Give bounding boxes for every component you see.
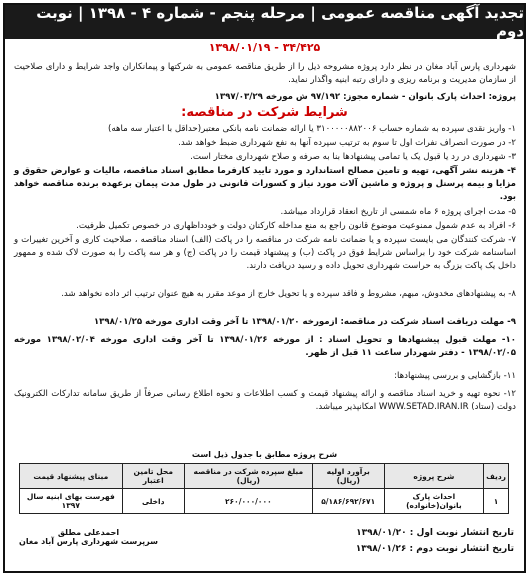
ad-frame (3, 3, 526, 573)
item-1: ۱- واریز نقدی سپرده به شماره حساب ۳۱۰۰۰۰۰۸۸۲۰۰۶ یا ارائه ضمانت نامه بانکی معتبر(حداقل با اعتبار سه ماهه) (107, 124, 516, 134)
item-8: ۸- به پیشنهادهای مخدوش، مبهم، مشروط و فاقد سپرده و یا تحویل خارج از موعد مقرر به هیچ عنوان ترتیب اثر داده نخواهد شد. (61, 289, 516, 299)
col-deposit: مبلغ سپرده شرکت در مناقصه (ریال) (184, 464, 312, 489)
table-row (20, 489, 509, 514)
item-4: ۴- هزینه نشر آگهی، تهیه و تامین مصالح استاندارد و مورد تایید کارفرما مطابق اسناد مناقصه، مالیات و عوارض حقوق و مزایا و بیمه پرسنل و پروژه و ماشین آلات مورد نیاز و کسورات قانونی در طول مدت پیمان برعهده برنده مناقصه خواهد بود. (14, 166, 516, 202)
signature-name: احمدعلی مطلق (57, 528, 120, 537)
cell-price-basis: فهرست بهای ابنیه سال ۱۳۹۷ (20, 489, 123, 514)
cell-funding: داخلی (122, 489, 184, 514)
item-3: ۳- شهرداری در رد یا قبول یک یا تمامی پیشنهادها بنا به صرفه و صلاح شهرداری مختار است. (190, 152, 516, 162)
item-5: ۵- مدت اجرای پروژه ۶ ماه شمسی از تاریخ انعقاد قرارداد میباشد. (280, 207, 516, 217)
col-project: شرح پروژه (384, 464, 483, 489)
item-6: ۶- افراد به عدم شمول ممنوعیت موضوع قانون راجع به منع مداخله کارکنان دولت و خودداظهاری در خصوص تکمیل ظرفیت. (76, 221, 516, 231)
item-11: ۱۱- بازگشایی و بررسی پیشنهادها: (394, 371, 516, 381)
col-estimate: برآورد اولیه (ریال) (312, 464, 384, 489)
ad-title: تجدید آگهی مناقصه عمومی | مرحله پنجم - شماره ۴ - ۱۳۹۸ | نوبت دوم (36, 4, 524, 40)
ad-header (5, 5, 524, 39)
col-row-number: ردیف (484, 464, 509, 489)
project-table (19, 463, 509, 514)
item-9: ۹- مهلت دریافت اسناد شرکت در مناقصه: ازمورخه ۱۳۹۸/۰۱/۲۰ تا آخر وقت اداری مورخه ۱۳۹۸/۰۱/۲۵ (93, 317, 516, 327)
item-10: ۱۰- مهلت قبول پیشنهادها و تحویل اسناد : از مورخه ۱۳۹۸/۰۱/۲۶ تا آخر وقت اداری مورخه ۱۳۹۸/۰۲/۰۴ مورخه ۱۳۹۸/۰۲/۰۵ - دفتر شهردار ساعت ۱۱ قبل از ظهر. (14, 335, 516, 358)
signature-block (19, 528, 158, 546)
publication-first: تاریخ انتشار نوبت اول : ۱۳۹۸/۰۱/۲۰ (356, 528, 514, 538)
signature-role: سرپرست شهرداری پارس آباد مغان (19, 537, 159, 546)
section-title: شرایط شرکت در مناقصه: (181, 105, 348, 120)
table-header-row (20, 464, 509, 489)
cell-deposit: ۲۶۰/۰۰۰/۰۰۰ (184, 489, 312, 514)
project-line: پروژه: احداث پارک بانوان - شماره مجوز: ۹۷/۱۹۲ ش مورخه ۱۳۹۷/۰۳/۲۹ (214, 92, 516, 102)
table-caption: شرح پروژه مطابق با جدول ذیل است (191, 450, 338, 459)
cell-project: احداث پارک بانوان(خانواده) (384, 489, 483, 514)
cell-estimate: ۵/۱۸۶/۶۹۲/۶۷۱ (312, 489, 384, 514)
intro-paragraph: شهرداری پارس آباد مغان در نظر دارد پروژه مشروحه ذیل را از طریق مناقصه عمومی به شرکتها و پیمانکاران واجد شرایط و دارای صلاحیت از سازمان مدیریت و برنامه ریزی و دارای رتبه ابنیه واگذار نماید. (14, 62, 516, 85)
col-funding: محل تامین اعتبار (122, 464, 184, 489)
item-12: ۱۲- نحوه تهیه و خرید اسناد مناقصه و ارائه پیشنهاد قیمت و کسب اطلاعات و نحوه اطلاع رسانی صرفاً از طریق سامانه تدارکات الکترونیک دولت (ستاد) WWW.SETAD.IRAN.IR امکانپذیر میباشد. (14, 389, 516, 412)
item-7: ۷- شرکت کنندگان می بایست سپرده و یا ضمانت نامه شرکت در مناقصه را در پاکت (الف) اسناد مناقصه ، صلاحیت کاری و آخرین تغییرات و اساسنامه شرکت خود را براساس شرایط فوق در پاکت (ب) و پیشنهاد قیمت را در پاکت (ج) و هر سه پاکت را به صورت لاک شده و ممهور داخل یک پاکت بزرگ به حراست شهرداری تحویل داده و رسید دریافت دارند. (14, 235, 516, 271)
ad-reference: ۳۴/۴۲۵ - ۱۳۹۸/۰۱/۱۹ (208, 41, 321, 54)
cell-row-number: ۱ (484, 489, 509, 514)
col-price-basis: مبنای پیشنهاد قیمت (20, 464, 123, 489)
publication-second: تاریخ انتشار نوبت دوم : ۱۳۹۸/۰۱/۲۶ (355, 544, 514, 554)
item-2: ۲- در صورت انصراف نفرات اول تا سوم به ترتیب سپرده آنها به نفع شهرداری ضبط خواهد شد. (178, 138, 516, 148)
